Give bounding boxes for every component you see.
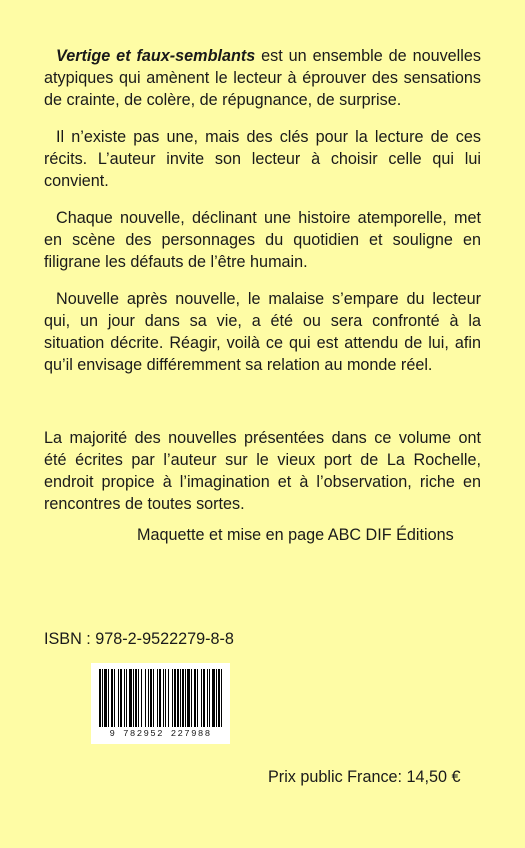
- price-label: Prix public France: 14,50 €: [268, 768, 461, 786]
- book-title: Vertige et faux-semblants: [56, 47, 256, 65]
- layout-credit: Maquette et mise en page ABC DIF Éditions: [137, 526, 454, 544]
- author-note-paragraph: La majorité des nouvelles présentées dans ce volume ont été écrites par l’auteur sur le vieux port de La Rochelle, endroit propice à l’imagination et à l’observation, riche en rencontres de toutes sortes.: [44, 429, 481, 513]
- barcode-digits: 9 782952 227988: [109, 729, 212, 739]
- blurb-paragraph-3: Chaque nouvelle, déclinant une histoire atemporelle, met en scène des personnages du quotidien et souligne en filigrane les défauts de l’être humain.: [44, 209, 481, 271]
- barcode: [91, 663, 230, 744]
- blurb-paragraph-1: [44, 45, 481, 111]
- blurb-paragraph-4: Nouvelle après nouvelle, le malaise s’empare du lecteur qui, un jour dans sa vie, a été ou sera confronté à la situation décrite. Réagir, voilà ce qui est attendu de lui, afin qu’il envisage différemment sa relation au monde réel.: [44, 290, 481, 374]
- blurb-paragraph-2: Il n’existe pas une, mais des clés pour la lecture de ces récits. L’auteur invite son lecteur à choisir celle qui lui convient.: [44, 128, 481, 190]
- barcode-bars-icon: [91, 663, 230, 729]
- isbn-label: ISBN : 978-2-9522279-8-8: [44, 630, 234, 648]
- blurb-paragraph-1-text: est un ensemble de nouvelles atypiques qui amènent le lecteur à éprouver des sensations de crainte, de colère, de répugnance, de surprise.: [44, 47, 481, 109]
